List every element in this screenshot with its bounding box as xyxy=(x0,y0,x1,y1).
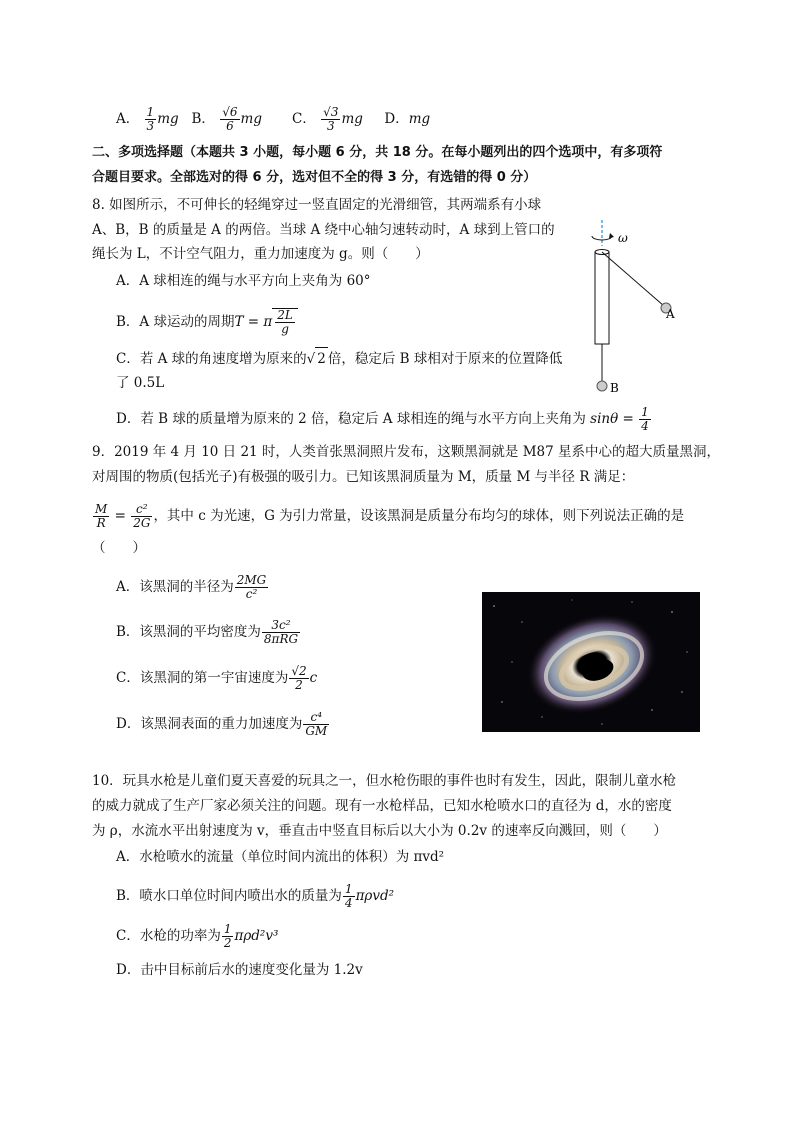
q10-option-c-text: C．水枪的功率为 xyxy=(116,928,221,944)
q8-option-b-sqrt xyxy=(272,308,298,336)
frac-den: g xyxy=(281,322,289,336)
q9-stem-line1: 9．2019 年 4 月 10 日 21 时，人类首张黑洞照片发布，这颗黑洞就是 M87 星系中心的超大质量黑洞， xyxy=(92,444,721,460)
frac-num: 1 xyxy=(641,405,649,419)
q10-stem-line2: 的威力就成了生产厂家必须关注的问题。现有一水枪样品，已知水枪喷水口的直径为 d，水的密度 xyxy=(92,798,672,814)
q9-eq-rhs xyxy=(131,503,152,530)
frac-den: 3 xyxy=(327,119,335,133)
q9-option-b xyxy=(116,619,301,646)
q7-option-b-tail: mg xyxy=(240,111,262,127)
q10-option-b-fraction xyxy=(343,883,355,910)
q8-option-a: A．A 球相连的绳与水平方向上夹角为 60° xyxy=(116,273,371,289)
q8-option-b-fraction xyxy=(275,309,295,336)
q8-option-c-text: C．若 A 球的角速度增为原来的 xyxy=(116,351,307,367)
frac-num: 1 xyxy=(146,105,155,119)
q8-stem-line1: 8. 如图所示，不可伸长的轻绳穿过一竖直固定的光滑细管，其两端系有小球 xyxy=(92,197,542,213)
q7-option-a-tail: mg xyxy=(157,111,179,127)
q8-option-c-text2: 倍，稳定后 B 球相对于原来的位置降低 xyxy=(327,351,563,367)
q7-option-b-letter: B． xyxy=(191,111,215,127)
q7-option-a-letter: A． xyxy=(116,111,140,127)
q8-option-d xyxy=(116,406,652,433)
q9-option-a xyxy=(116,574,269,601)
q7-option-b-fraction xyxy=(220,106,239,133)
frac-num: c⁴ xyxy=(303,711,329,725)
section2-line2: 合题目要求。全部选对的得 6 分，选对但不全的得 3 分，有选错的得 0 分） xyxy=(92,170,537,185)
q10-option-a: A．水枪喷水的流量（单位时间内流出的体积）为 πvd² xyxy=(116,849,445,865)
q7-option-c-letter: C． xyxy=(292,111,316,127)
frac-num: √2 xyxy=(291,664,307,678)
frac-num: 2L xyxy=(277,308,293,322)
q9-option-b-fraction xyxy=(262,619,300,646)
q10-option-c xyxy=(116,923,278,950)
frac-den: 4 xyxy=(641,419,649,433)
frac-num: 1 xyxy=(344,882,353,896)
q9-eq-lhs xyxy=(93,503,109,530)
black-hole-image xyxy=(482,592,700,732)
q7-option-c-tail: mg xyxy=(341,111,363,127)
frac-den: 2 xyxy=(295,678,303,692)
frac-num: c² xyxy=(131,503,152,517)
q9-option-c-text: C．该黑洞的第一宇宙速度为 xyxy=(116,670,289,686)
q9-option-d-text: D．该黑洞表面的重力加速度为 xyxy=(116,716,303,732)
q9-stem-line2: 对周围的物质(包括光子)有极强的吸引力。已知该黑洞质量为 M，质量 M 与半径 R 满足： xyxy=(92,469,635,485)
q9-stem-line3-text: ，其中 c 为光速，G 为引力常量，设该黑洞是质量分布均匀的球体，则下列说法正确的是 xyxy=(153,508,685,524)
frac-num: 3c² xyxy=(262,619,300,633)
q7-option-d-tail: mg xyxy=(408,111,431,127)
q8-option-b xyxy=(116,308,298,336)
q8-option-d-fraction xyxy=(639,406,651,433)
frac-num-value: 3 xyxy=(330,105,339,119)
q9-option-a-fraction xyxy=(235,574,269,601)
ball-b-label: B xyxy=(610,381,619,395)
q10-option-b xyxy=(116,883,394,910)
ball-b xyxy=(597,381,607,391)
q8-tube-figure xyxy=(580,220,690,400)
q10-option-b-text: B．喷水口单位时间内喷出水的质量为 xyxy=(116,888,342,904)
q10-option-b-tail: πρvd² xyxy=(355,888,395,904)
frac-num: 1 xyxy=(223,922,232,936)
q9-option-c xyxy=(116,665,317,692)
frac-num: 2MG xyxy=(236,573,267,587)
q9-stem-line4: （ ） xyxy=(92,540,146,556)
frac-num: M xyxy=(95,502,108,516)
q9-eq-sign: = xyxy=(114,508,126,524)
q8-option-b-text: B．A 球运动的周期 xyxy=(116,314,235,330)
q8-option-c-line2: 了 0.5L xyxy=(116,375,165,391)
frac-den: GM xyxy=(305,724,328,738)
frac-num-value: 6 xyxy=(229,105,238,119)
q8-stem-line3: 绳长为 L，不计空气阻力，重力加速度为 g。则（ ） xyxy=(92,246,429,262)
frac-den: 6 xyxy=(226,119,234,133)
ball-a-label: A xyxy=(666,307,675,321)
q7-option-a-fraction xyxy=(145,106,157,133)
q10-option-d: D．击中目标前后水的速度变化量为 1.2v xyxy=(116,962,363,978)
q9-option-d xyxy=(116,711,330,738)
arrowhead-icon xyxy=(609,233,614,238)
section2-line1: 二、多项选择题（本题共 3 小题，每小题 6 分，共 18 分。在每小题列出的四个选项中，有多项符 xyxy=(92,145,663,160)
frac-den: R xyxy=(96,516,106,530)
frac-den: 3 xyxy=(146,119,155,133)
frac-num: √3 xyxy=(323,105,339,119)
frac-num: √6 xyxy=(222,105,238,119)
q9-option-a-text: A．该黑洞的半径为 xyxy=(116,579,234,595)
q8-option-d-eq: sinθ = xyxy=(590,411,634,427)
q7-options xyxy=(116,106,430,133)
rope-a xyxy=(602,252,664,306)
q9-option-d-fraction xyxy=(303,711,329,738)
omega-label: ω xyxy=(618,231,628,245)
q9-option-b-text: B．该黑洞的平均密度为 xyxy=(116,624,261,640)
frac-den: c² xyxy=(245,587,258,601)
tube xyxy=(595,252,609,344)
q10-stem-line1: 10．玩具水枪是儿童们夏天喜爱的玩具之一，但水枪伤眼的事件也时有发生，因此，限制儿童水枪 xyxy=(92,773,677,789)
frac-den: 8πRG xyxy=(263,632,299,646)
q10-option-c-fraction xyxy=(222,923,234,950)
q7-option-c-fraction xyxy=(321,106,340,133)
q8-option-c-root: 2 xyxy=(315,347,328,370)
q7-option-d-letter: D． xyxy=(384,111,409,127)
q9-option-c-tail: c xyxy=(309,670,318,686)
q8-option-d-text: D．若 B 球的质量增为原来的 2 倍，稳定后 A 球相连的绳与水平方向上夹角为 xyxy=(116,411,586,427)
q8-option-b-period: T = π xyxy=(234,314,273,330)
q8-option-c: C．若 A 球的角速度增为原来的√ 2 倍，稳定后 B 球相对于原来的位置降低 xyxy=(116,347,562,370)
q8-stem-line2: A、B，B 的质量是 A 的两倍。当球 A 绕中心轴匀速转动时，A 球到上管口的 xyxy=(92,222,555,238)
q10-stem-line3: 为 ρ，水流水平出射速度为 v，垂直击中竖直目标后以大小为 0.2v 的速率反向溅回，则（ ） xyxy=(92,823,667,839)
q9-option-c-fraction xyxy=(289,665,308,692)
q9-stem-line3 xyxy=(92,503,684,530)
frac-den: 2 xyxy=(223,936,232,950)
frac-den: 2G xyxy=(133,516,151,530)
frac-den: 4 xyxy=(344,896,353,910)
q10-option-c-tail: πρd²v³ xyxy=(234,928,279,944)
